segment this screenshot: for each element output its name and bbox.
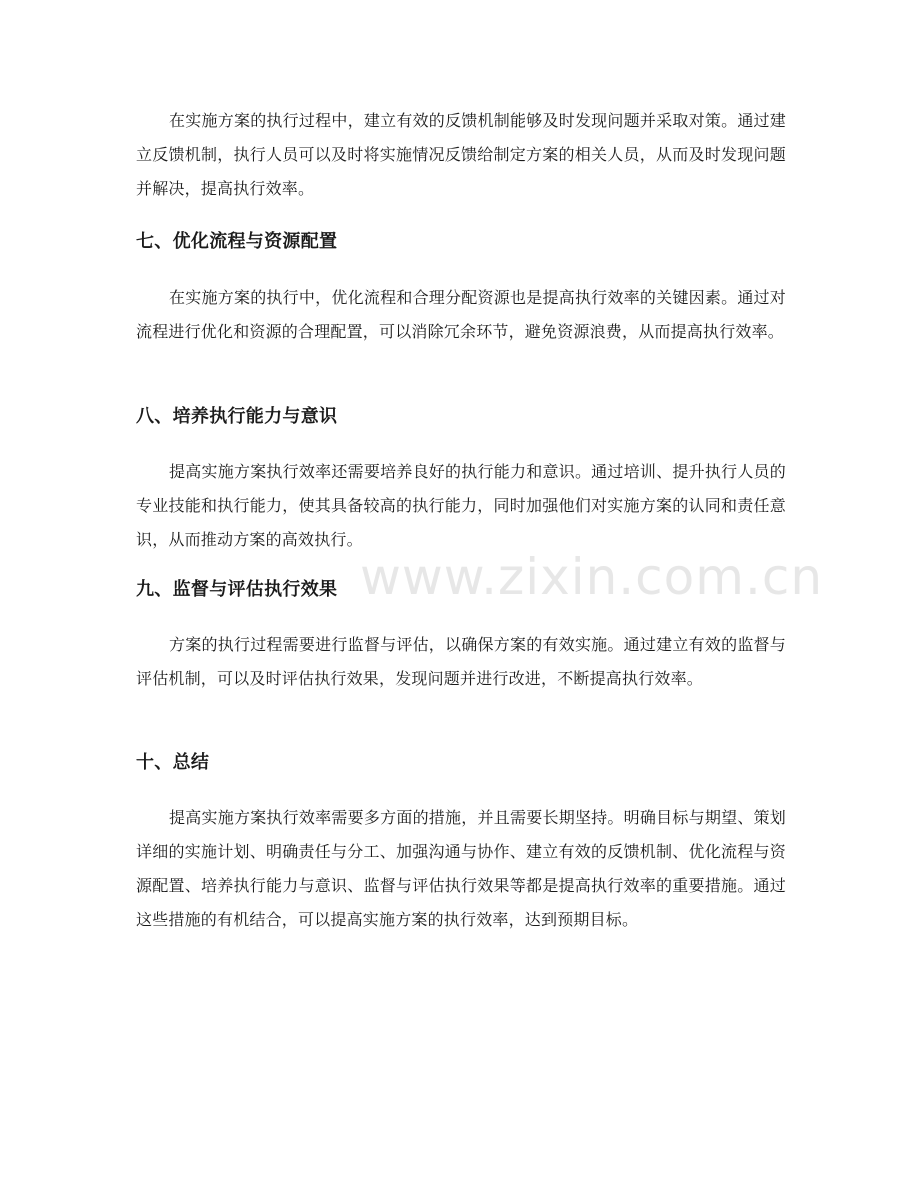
paragraph-supervision — [136, 628, 786, 696]
section-heading-text: 八、培养执行能力与意识 — [136, 406, 338, 427]
paragraph-text: 提高实施方案执行效率需要多方面的措施，并且需要长期坚持。明确目标与期望、策划详细的实施计划、明确责任与分工、加强沟通与协作、建立有效的反馈机制、优化流程与资源配置、培养执行能力与意识、监督与评估执行效果等都是提高执行效率的重要措施。通过这些措施的有机结合，可以提高实施方案的执行效率，达到预期目标。 — [136, 808, 786, 929]
section-heading-7 — [136, 229, 786, 255]
paragraph-text: 方案的执行过程需要进行监督与评估，以确保方案的有效实施。通过建立有效的监督与评估机制，可以及时评估执行效果，发现问题并进行改进，不断提高执行效率。 — [136, 635, 786, 688]
paragraph-text: 提高实施方案执行效率还需要培养良好的执行能力和意识。通过培训、提升执行人员的专业技能和执行能力，使其具备较高的执行能力，同时加强他们对实施方案的认同和责任意识，从而推动方案的高效执行。 — [136, 462, 786, 549]
paragraph-capability — [136, 455, 786, 557]
paragraph-summary — [136, 801, 786, 937]
paragraph-process-resources — [136, 281, 786, 349]
section-heading-text: 七、优化流程与资源配置 — [136, 231, 338, 252]
section-heading-9 — [136, 577, 786, 603]
section-heading-text: 十、总结 — [136, 752, 210, 773]
watermark: www.zixin.com.cn — [360, 548, 824, 606]
paragraph-feedback — [136, 104, 786, 206]
section-heading-8 — [136, 404, 786, 430]
paragraph-text: 在实施方案的执行中，优化流程和合理分配资源也是提高执行效率的关键因素。通过对流程进行优化和资源的合理配置，可以消除冗余环节，避免资源浪费，从而提高执行效率。 — [136, 288, 786, 341]
section-heading-text: 九、监督与评估执行效果 — [136, 579, 338, 600]
paragraph-text: 在实施方案的执行过程中，建立有效的反馈机制能够及时发现问题并采取对策。通过建立反馈机制，执行人员可以及时将实施情况反馈给制定方案的相关人员，从而及时发现问题并解决，提高执行效率。 — [136, 111, 786, 198]
section-heading-10 — [136, 750, 786, 776]
